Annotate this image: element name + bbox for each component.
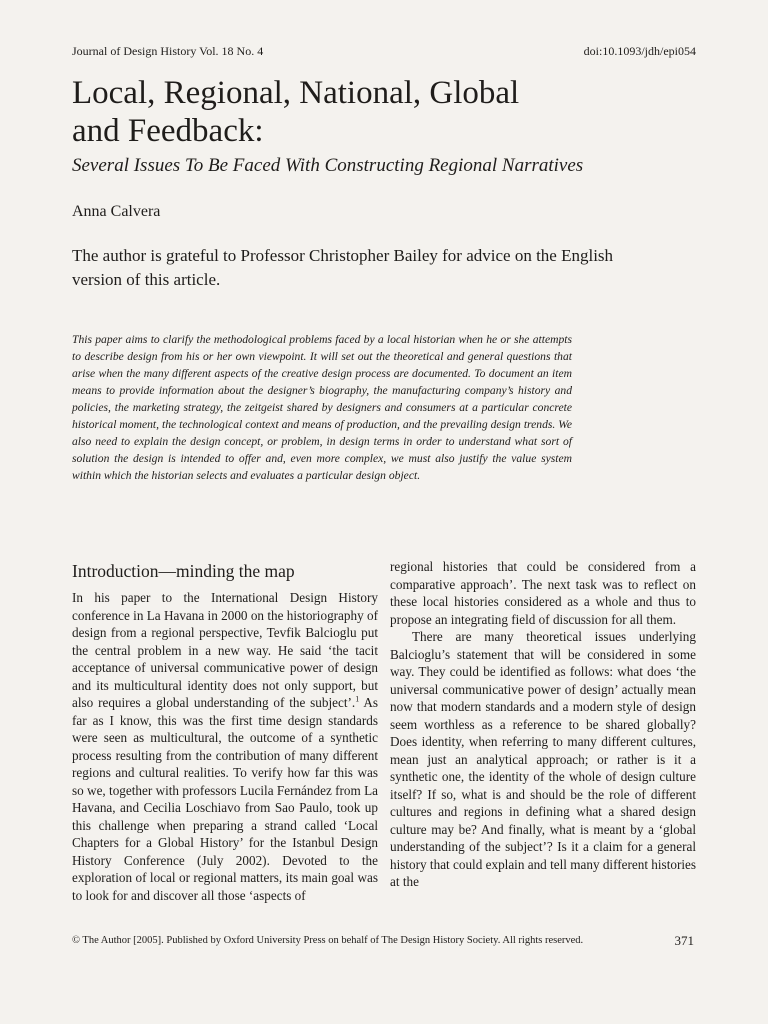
section-heading: Introduction—minding the map [72, 561, 295, 581]
left-paragraph [72, 589, 378, 904]
doi: doi:10.1093/jdh/epi054 [583, 44, 696, 58]
journal-citation: Journal of Design History Vol. 18 No. 4 [72, 44, 264, 58]
acknowledgement: The author is grateful to Professor Christopher Bailey for advice on the English version of this article. [72, 246, 614, 289]
copyright-notice: © The Author [2005]. Published by Oxford University Press on behalf of The Design History Society. All rights reserved. [72, 935, 584, 946]
left-paragraph-a: In his paper to the International Design History conference in La Havana in 2000 on the historiography of design from a regional perspective, Tevfik Balcioglu put the central problem in a new way. He said ‘the tacit acceptance of universal communicative power of design and its multicultural identity does not only support, but also requires a global understanding of the subject’. [72, 590, 378, 710]
article-title [72, 74, 632, 150]
title-line-2: and Feedback: [72, 113, 264, 149]
abstract: This paper aims to clarify the methodological problems faced by a local historian when he or she attempts to describe design from his or her own viewpoint. It will set out the theoretical and general questions that arise when the many different aspects of the creative design process are documented. To document an item means to provide information about the designer’s biography, the manufacturing company’s history and policies, the marketing strategy, the zeitgeist shared by designers and consumers at a particular concrete historical moment, the technological context and means of production, and the prevailing design trends. We also need to explain the design concept, or problem, in design terms in order to understand what sort of solution the design is intended to offer and, even more complex, we must also justify the value system within which the historian selects and evaluates a particular design object. [72, 333, 572, 482]
title-line-1: Local, Regional, National, Global [72, 75, 520, 111]
right-paragraph-1: regional histories that could be considered from a comparative approach’. The next task was to reflect on these local histories considered as a whole and thus to propose an integrating field of discussion for all them. [390, 559, 696, 627]
author-name: Anna Calvera [72, 203, 161, 220]
left-paragraph-b: As far as I know, this was the first time design standards were seen as multicultural, the outcome of a synthetic process resulting from the contribution of many different regions and cultural realities. To verify how far this was so we, together with professors Lucila Fernández from La Havana, and Cecilia Loschiavo from Sao Paulo, took up this challenge when preparing a strand called ‘Local Chapters for a Global History’ for the Istanbul Design History Conference (July 2002). Devoted to the exploration of local or regional matters, its main goal was to look for and discover all those ‘aspects of [72, 695, 378, 903]
right-paragraph-2: There are many theoretical issues underlying Balcioglu’s statement that will be considered in some way. They could be identified as follows: what does ‘the universal communicative power of design’ actually mean now that modern standards and a modern style of design seem worthless as a reference to be shared globally? Does identity, when referring to many different cultures, mean just an analytical approach; or rather is it a synthetic one, the identity of the whole of design culture itself? If so, what is and should be the role of different cultures and regions in defining what a shared design culture may be? And finally, what is meant by a ‘global understanding of the subject’? Is it a claim for a general history that could explain and tell many different histories at the [390, 629, 696, 889]
footnote-ref[interactable]: 1 [355, 694, 360, 704]
page-number: 371 [674, 933, 694, 948]
left-column [72, 560, 378, 904]
right-column [390, 558, 696, 891]
article-subtitle: Several Issues To Be Faced With Constructing Regional Narratives [72, 155, 584, 176]
